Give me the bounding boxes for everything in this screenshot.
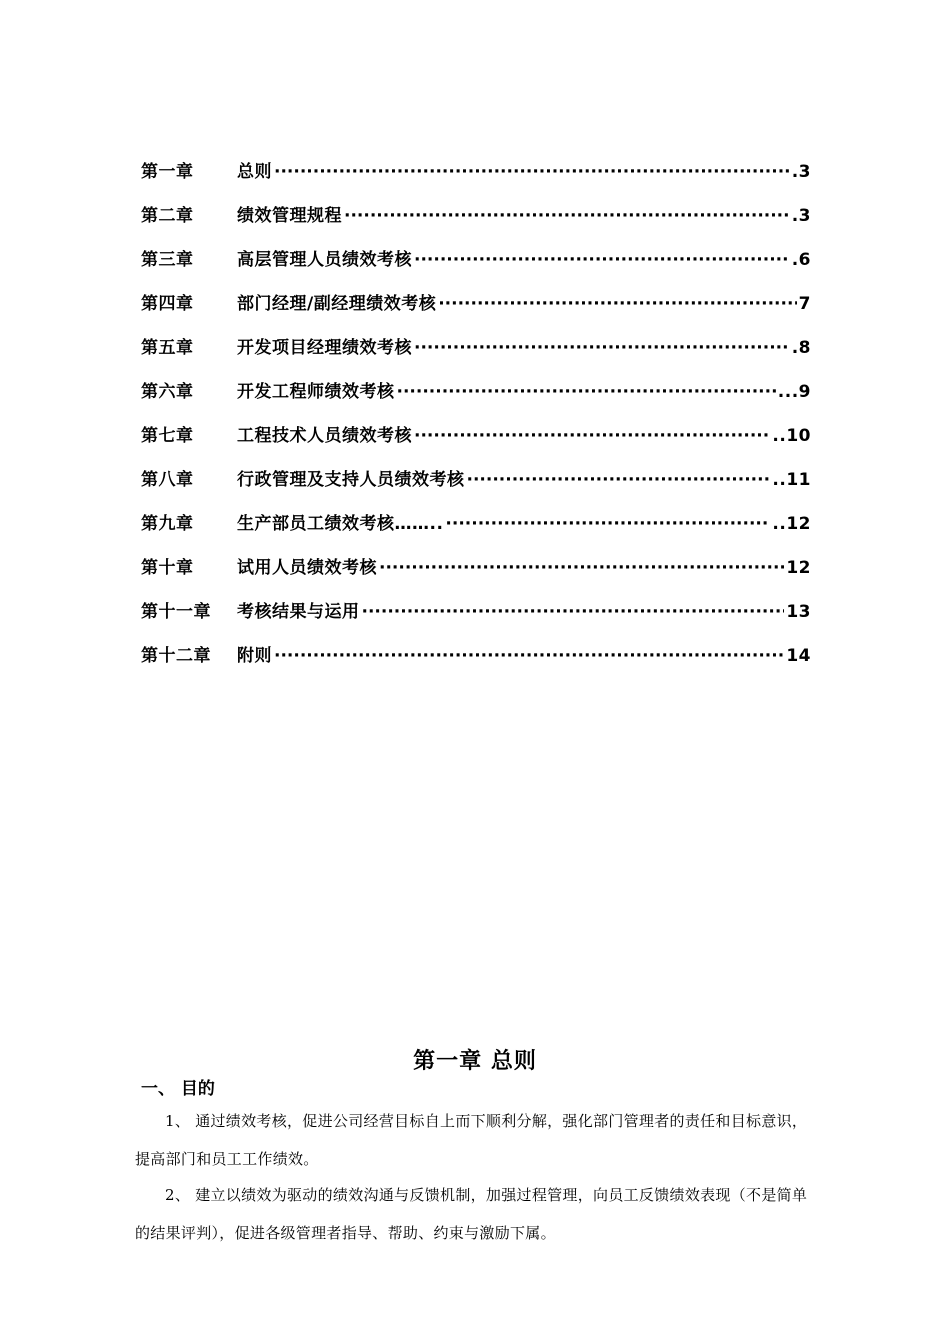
toc-entry-9[interactable] <box>141 508 811 552</box>
toc-chapter-label: 第二章 <box>141 206 194 226</box>
toc-entry-5[interactable] <box>141 332 811 376</box>
toc-title: 试用人员绩效考核 <box>237 558 377 578</box>
toc-title: 生产部员工绩效考核…….. <box>237 514 444 534</box>
toc-entry-3[interactable] <box>141 244 811 288</box>
toc-entry-1[interactable] <box>141 156 811 200</box>
table-of-contents <box>141 156 811 684</box>
toc-title: 高层管理人员绩效考核 <box>237 250 412 270</box>
toc-entry-2[interactable] <box>141 200 811 244</box>
toc-page-number: 14 <box>786 646 811 666</box>
toc-page-number: ...9 <box>777 382 811 402</box>
section-heading: 一、 目的 <box>141 1079 215 1099</box>
toc-title: 总则 <box>237 162 272 182</box>
toc-entry-7[interactable] <box>141 420 811 464</box>
toc-chapter-label: 第六章 <box>141 382 194 402</box>
toc-dot-leader <box>397 376 776 408</box>
toc-dot-leader <box>274 156 790 188</box>
toc-dot-leader <box>414 332 790 364</box>
toc-title: 附则 <box>237 646 272 666</box>
toc-dot-leader <box>379 552 784 584</box>
body-paragraph: 2、 建立以绩效为驱动的绩效沟通与反馈机制，加强过程管理，向员工反馈绩效表现（不是简单的结果评判），促进各级管理者指导、帮助、约束与激励下属。 <box>135 1186 808 1242</box>
toc-page-number: .3 <box>791 206 811 226</box>
toc-entry-11[interactable] <box>141 596 811 640</box>
toc-chapter-label: 第十一章 <box>141 602 211 622</box>
toc-chapter-label: 第十二章 <box>141 646 211 666</box>
toc-dot-leader <box>274 640 784 672</box>
toc-title: 开发工程师绩效考核 <box>237 382 395 402</box>
toc-entry-8[interactable] <box>141 464 811 508</box>
toc-dot-leader <box>438 288 796 320</box>
toc-entry-10[interactable] <box>141 552 811 596</box>
toc-entry-4[interactable] <box>141 288 811 332</box>
toc-page-number: .8 <box>791 338 811 358</box>
toc-dot-leader <box>414 420 770 452</box>
toc-chapter-label: 第七章 <box>141 426 194 446</box>
toc-title: 部门经理/副经理绩效考核 <box>237 294 437 314</box>
toc-title: 考核结果与运用 <box>237 602 360 622</box>
toc-dot-leader <box>445 508 770 540</box>
toc-page-number: ..10 <box>772 426 811 446</box>
body-paragraph: 1、 通过绩效考核，促进公司经营目标自上而下顺利分解，强化部门管理者的责任和目标意识，提高部门和员工工作绩效。 <box>135 1112 808 1168</box>
toc-title: 绩效管理规程 <box>237 206 342 226</box>
toc-chapter-label: 第九章 <box>141 514 194 534</box>
toc-page-number: 12 <box>786 558 811 578</box>
toc-chapter-label: 第五章 <box>141 338 194 358</box>
toc-chapter-label: 第八章 <box>141 470 194 490</box>
toc-chapter-label: 第一章 <box>141 162 194 182</box>
toc-chapter-label: 第三章 <box>141 250 194 270</box>
toc-entry-6[interactable] <box>141 376 811 420</box>
toc-page-number: ..12 <box>772 514 811 534</box>
toc-title: 开发项目经理绩效考核 <box>237 338 412 358</box>
toc-title: 工程技术人员绩效考核 <box>237 426 412 446</box>
chapter-heading: 第一章 总则 <box>413 1049 537 1074</box>
toc-dot-leader <box>344 200 790 232</box>
toc-page-number: ..11 <box>772 470 811 490</box>
toc-page-number: .3 <box>791 162 811 182</box>
toc-page-number: .6 <box>791 250 811 270</box>
toc-page-number: 13 <box>786 602 811 622</box>
toc-chapter-label: 第十章 <box>141 558 194 578</box>
toc-page-number: 7 <box>798 294 811 314</box>
toc-dot-leader <box>467 464 771 496</box>
toc-chapter-label: 第四章 <box>141 294 194 314</box>
toc-dot-leader <box>414 244 790 276</box>
toc-dot-leader <box>362 596 785 628</box>
toc-entry-12[interactable] <box>141 640 811 684</box>
toc-title: 行政管理及支持人员绩效考核 <box>237 470 465 490</box>
